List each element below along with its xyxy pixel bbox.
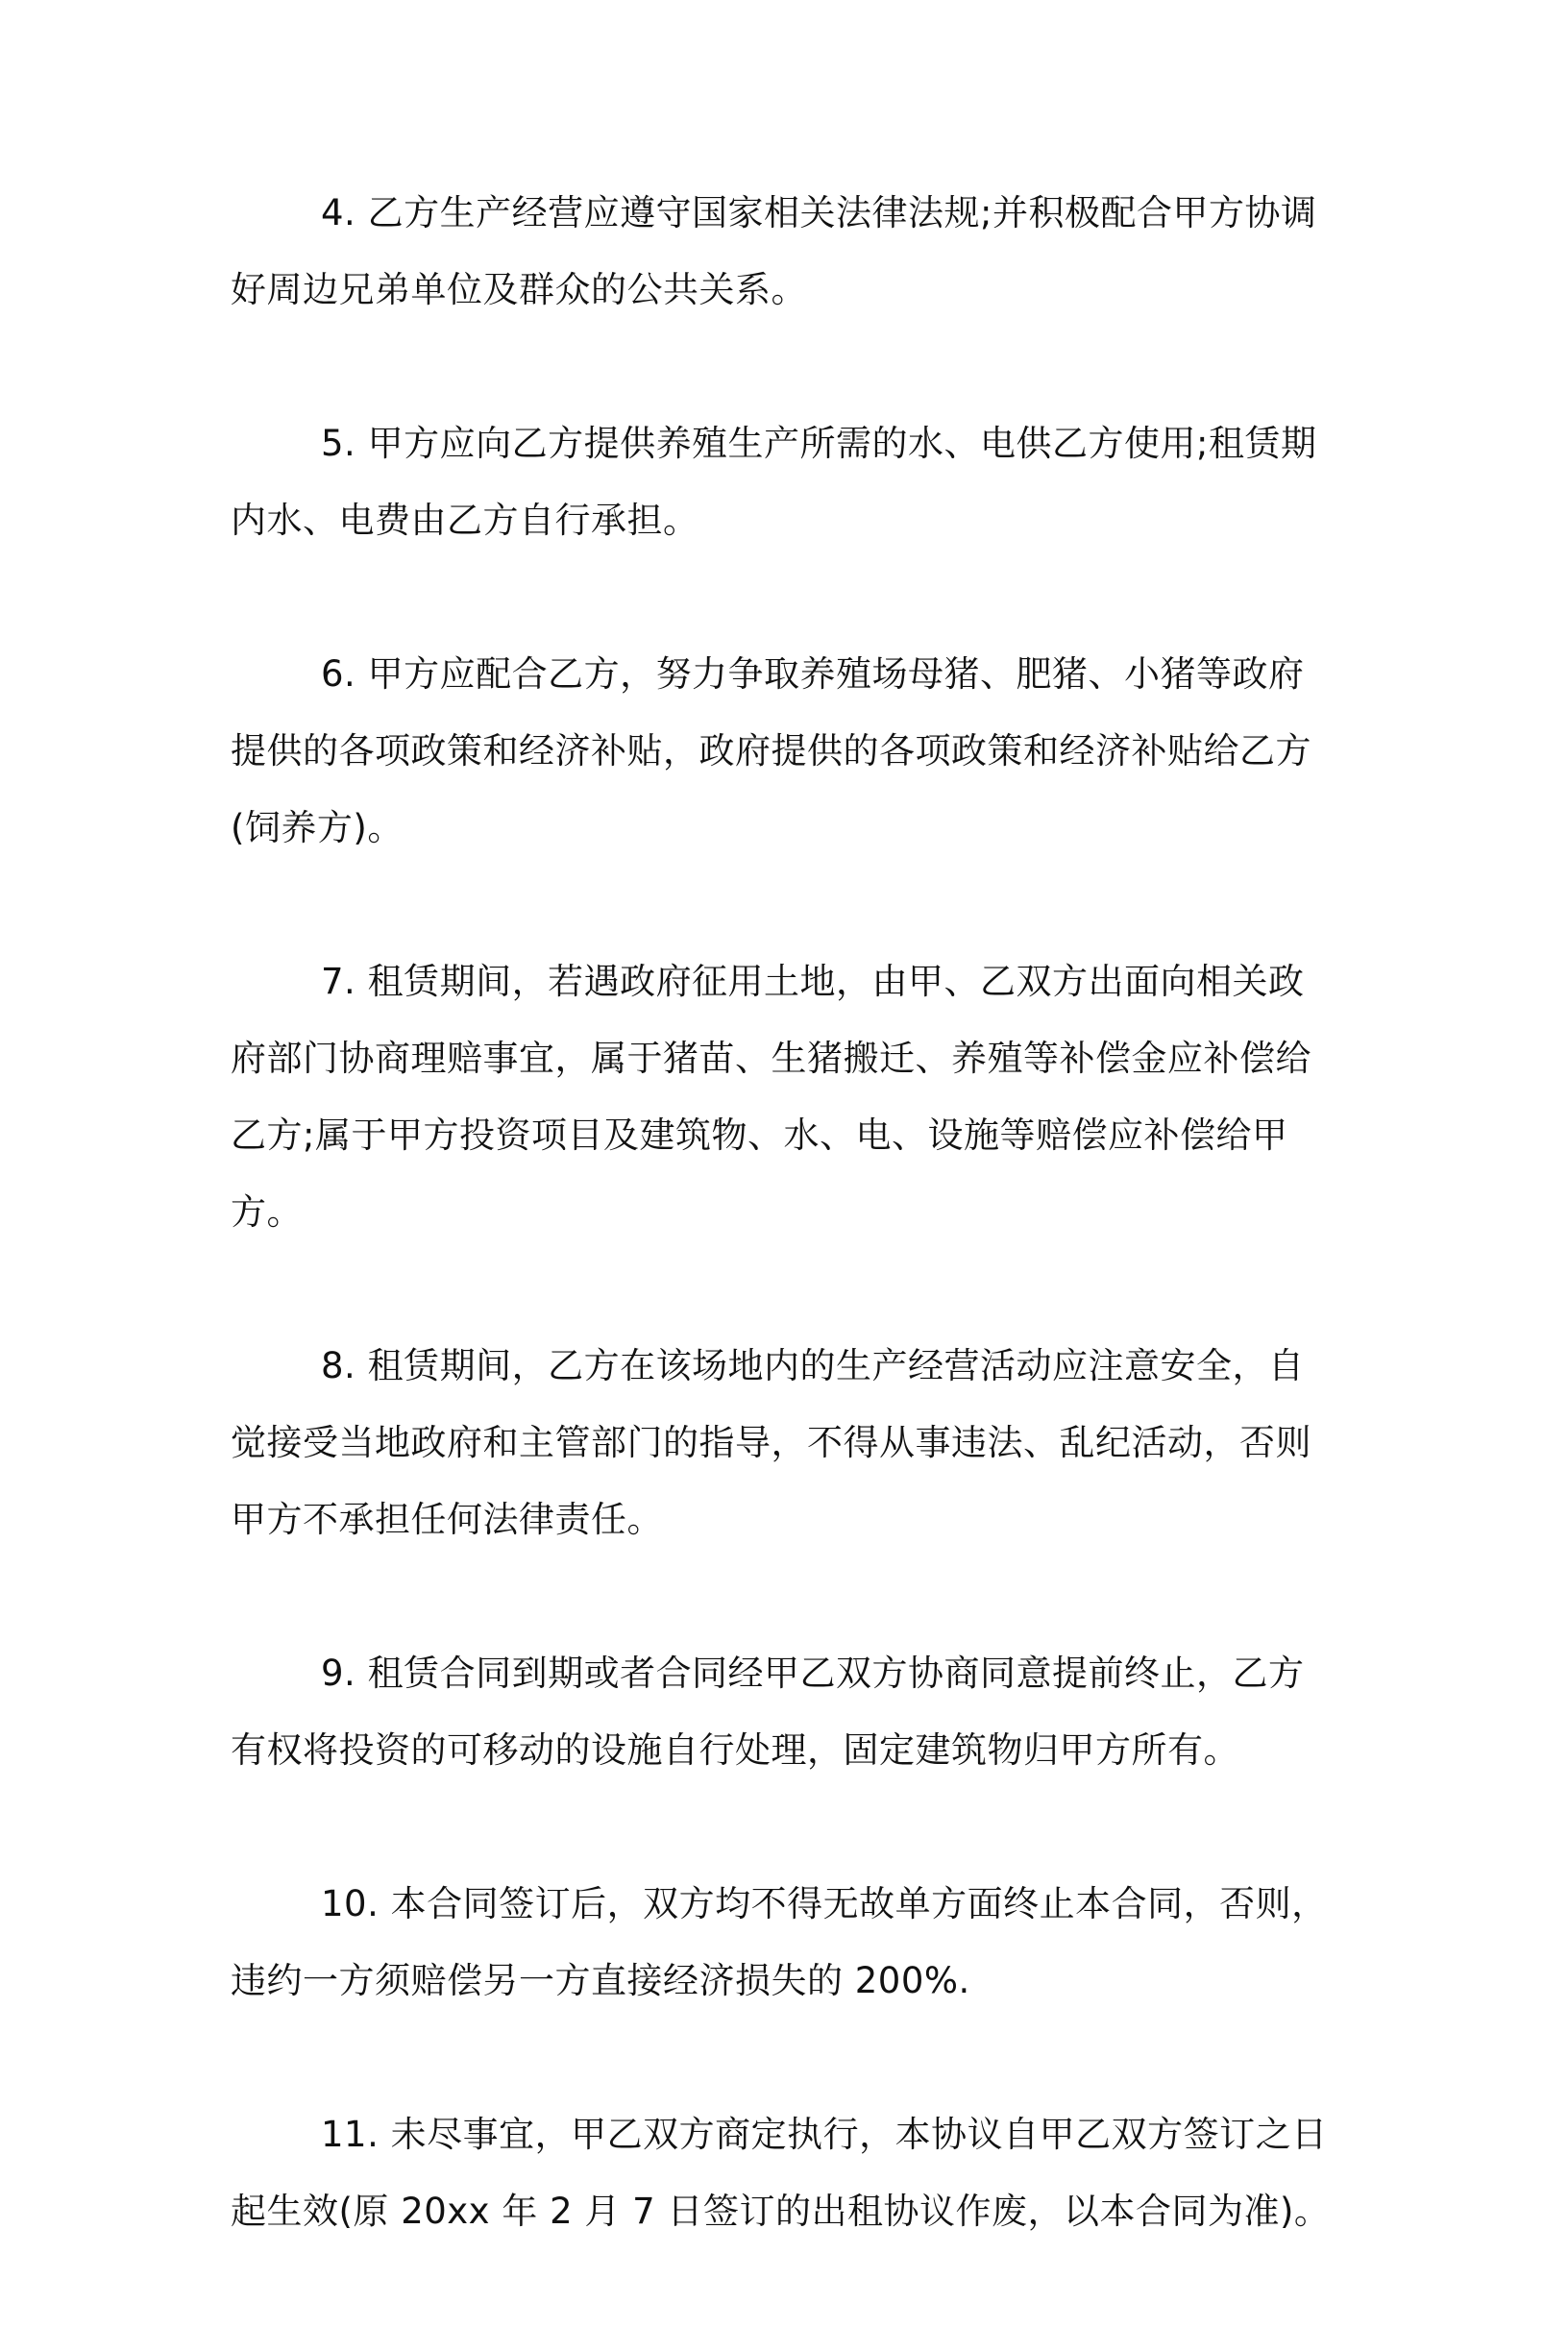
clause-11: 11. 未尽事宜，甲乙双方商定执行，本协议自甲乙双方签订之日起生效(原 20xx 年 2 月 7 日签订的出租协议作废，以本合同为准)。 xyxy=(231,2114,1331,2232)
clause-4: 4. 乙方生产经营应遵守国家相关法律法规;并积极配合甲方协调好周边兄弟单位及群众的公共关系。 xyxy=(231,192,1317,310)
clause-10: 10. 本合同签订后，双方均不得无故单方面终止本合同，否则，违约一方须赔偿另一方直接经济损失的 200%. xyxy=(231,1883,1328,2001)
document-body xyxy=(231,175,1335,2327)
clause-5: 5. 甲方应向乙方提供养殖生产所需的水、电供乙方使用;租赁期内水、电费由乙方自行承担。 xyxy=(231,423,1317,541)
clause-7: 7. 租赁期间，若遇政府征用土地，由甲、乙双方出面向相关政府部门协商理赔事宜，属于猪苗、生猪搬迁、养殖等补偿金应补偿给乙方;属于甲方投资项目及建筑物、水、电、设施等赔偿应补偿给甲方。 xyxy=(231,961,1311,1233)
clause-8: 8. 租赁期间，乙方在该场地内的生产经营活动应注意安全，自觉接受当地政府和主管部门的指导，不得从事违法、乱纪活动，否则甲方不承担任何法律责任。 xyxy=(231,1345,1311,1540)
clause-9: 9. 租赁合同到期或者合同经甲乙双方协商同意提前终止，乙方有权将投资的可移动的设施自行处理，固定建筑物归甲方所有。 xyxy=(231,1653,1305,1771)
clause-6: 6. 甲方应配合乙方，努力争取养殖场母猪、肥猪、小猪等政府提供的各项政策和经济补贴，政府提供的各项政策和经济补贴给乙方(饲养方)。 xyxy=(231,653,1311,848)
